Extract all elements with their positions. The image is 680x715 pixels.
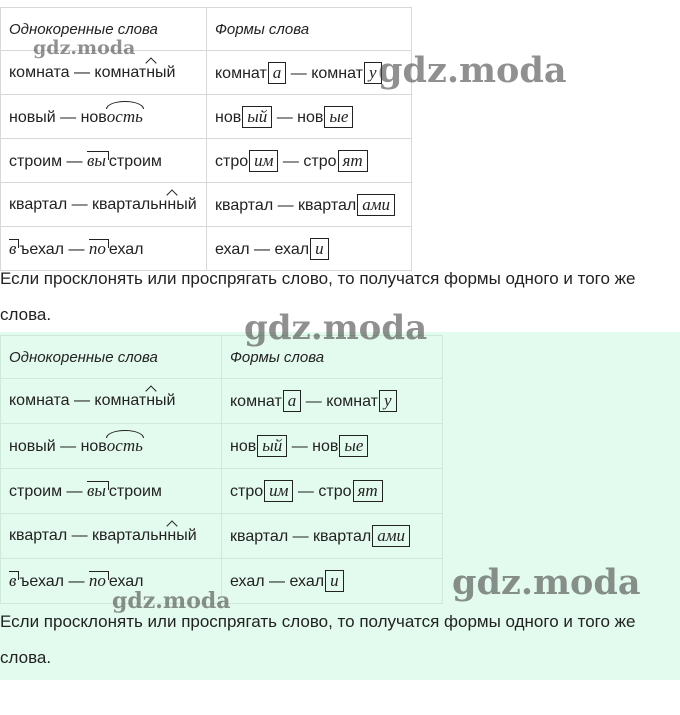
forms-cell: нов ый — нов ые: [222, 424, 443, 469]
ending-box: ами: [357, 194, 395, 216]
ending-box: ые: [324, 106, 353, 128]
watermark: gdz.moda: [244, 308, 428, 348]
explanation-text: Если просклонять или проспрягать слово, то получатся формы одного и того же слова.: [0, 269, 636, 324]
forms-cell: комнат а — комнат у: [222, 379, 443, 424]
ending-box: ый: [242, 106, 272, 128]
cognates-cell: комната — комнатный: [1, 51, 207, 95]
suffix-mark: ость: [106, 436, 143, 455]
ending-box: ят: [353, 480, 383, 502]
suffix-mark: н: [167, 195, 177, 213]
forms-cell: ехал — ехал и: [222, 559, 443, 604]
ending-box: и: [310, 238, 329, 260]
cognates-cell: в ъехал — по ехал: [1, 559, 222, 604]
prefix-mark: в: [9, 239, 19, 259]
table-row: [1, 424, 443, 469]
ending-box: а: [268, 62, 287, 84]
forms-cell: комнат а — комнат у: [207, 51, 412, 95]
suffix-mark: н: [146, 392, 156, 409]
forms-cell: стро им — стро ят: [207, 139, 412, 183]
suffix-mark: ость: [106, 106, 143, 126]
table-row: [1, 379, 443, 424]
cognates-cell: строим — вы строим: [1, 139, 207, 183]
task-section: [0, 0, 680, 332]
ending-box: и: [325, 570, 344, 592]
watermark: gdz.moda: [452, 562, 641, 603]
table-row: [1, 514, 443, 559]
forms-cell: стро им — стро ят: [222, 469, 443, 514]
watermark: gdz.moda: [112, 588, 231, 614]
answer-section: [0, 332, 680, 680]
ending-box: у: [364, 62, 382, 84]
header-cognates: Однокоренные слова: [1, 8, 207, 51]
forms-cell: квартал — квартал ами: [222, 514, 443, 559]
prefix-mark: по: [89, 239, 109, 259]
cognates-cell: квартал — квартальнный: [1, 514, 222, 559]
prefix-mark: вы: [87, 481, 109, 501]
prefix-mark: вы: [87, 151, 109, 171]
forms-cell: ехал — ехал и: [207, 227, 412, 271]
table-row: [1, 183, 412, 227]
ending-box: им: [249, 150, 278, 172]
ending-box: у: [379, 390, 397, 412]
suffix-mark: н: [167, 527, 177, 544]
cognates-cell: в ъехал — по ехал: [1, 227, 207, 271]
table-row: [1, 139, 412, 183]
words-table: [0, 335, 443, 604]
suffix-mark: н: [146, 63, 156, 81]
table-row: [1, 51, 412, 95]
cognates-cell: новый — новость: [1, 424, 222, 469]
ending-box: им: [264, 480, 293, 502]
table-header-row: [1, 336, 443, 379]
table-header-row: [1, 8, 412, 51]
header-forms: Формы слова: [222, 336, 443, 379]
prefix-mark: в: [9, 571, 19, 591]
forms-cell: квартал — квартал ами: [207, 183, 412, 227]
words-table: [0, 7, 412, 271]
ending-box: а: [283, 390, 302, 412]
table-row: [1, 95, 412, 139]
table-row: [1, 559, 443, 604]
cognates-cell: строим — вы строим: [1, 469, 222, 514]
ending-box: ят: [338, 150, 368, 172]
explanation-text: Если просклонять или проспрягать слово, то получатся формы одного и того же слова.: [0, 612, 636, 667]
prefix-mark: по: [89, 571, 109, 591]
header-cognates: Однокоренные слова: [1, 336, 222, 379]
ending-box: ый: [257, 435, 287, 457]
forms-cell: нов ый — нов ые: [207, 95, 412, 139]
cognates-cell: квартал — квартальнный: [1, 183, 207, 227]
ending-box: ами: [372, 525, 410, 547]
cognates-cell: комната — комнатный: [1, 379, 222, 424]
table-row: [1, 469, 443, 514]
watermark: gdz.moda: [33, 37, 136, 59]
cognates-cell: новый — новость: [1, 95, 207, 139]
header-forms: Формы слова: [207, 8, 412, 51]
watermark: gdz.moda: [378, 50, 567, 91]
ending-box: ые: [339, 435, 368, 457]
